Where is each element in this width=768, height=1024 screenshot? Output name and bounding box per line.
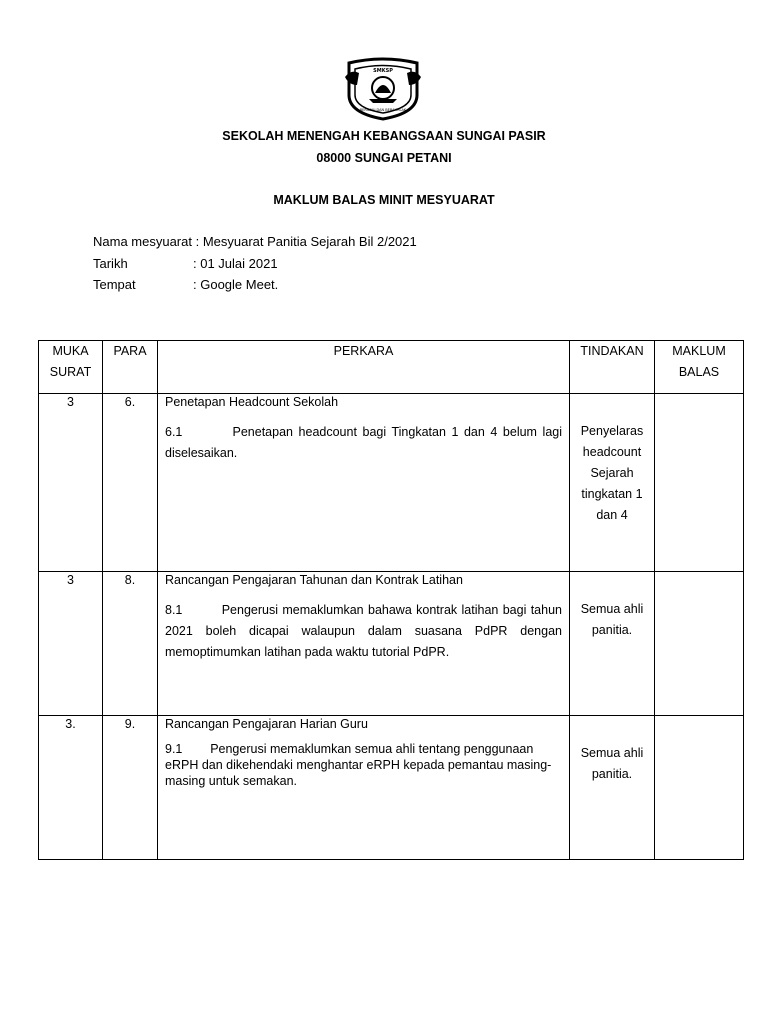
- header-maklum-balas: [655, 341, 744, 394]
- school-crest-logo: [343, 55, 423, 121]
- meeting-name-label: Nama mesyuarat: [93, 234, 192, 249]
- header-muka-label: MUKA: [52, 344, 89, 358]
- row-detail: [165, 422, 562, 464]
- row-tindakan-text: Semua ahli panitia.: [580, 746, 644, 781]
- row-tindakan-text: Penyelaras headcount Sejarah tingkatan 1 dan 4: [580, 424, 644, 522]
- row-tindakan: [570, 572, 655, 716]
- row-maklum-balas: [655, 716, 744, 860]
- meeting-place-value: : Google Meet.: [193, 277, 279, 292]
- row-tindakan: [570, 394, 655, 572]
- row-para: 9.: [103, 716, 158, 860]
- row-muka-surat: 3.: [39, 716, 103, 860]
- header-balas-label: BALAS: [678, 365, 720, 379]
- row-detail-number: 6.1: [165, 425, 183, 439]
- header-maklum-label: MAKLUM: [672, 344, 726, 358]
- row-detail: [165, 600, 562, 663]
- meeting-date-value: : 01 Julai 2021: [193, 256, 278, 271]
- row-para: 8.: [103, 572, 158, 716]
- table-row: [39, 394, 744, 572]
- meeting-place-label: Tempat: [93, 277, 136, 292]
- row-perkara: [158, 572, 570, 716]
- table-header-row: [39, 341, 744, 394]
- row-muka-surat: 3: [39, 394, 103, 572]
- meeting-date-label: Tarikh: [93, 256, 128, 271]
- svg-text:SMKSP: SMKSP: [373, 68, 393, 74]
- row-detail-text: Penetapan headcount bagi Tingkatan 1 dan 4 belum lagi diselesaikan.: [165, 425, 562, 460]
- meeting-name-value: : Mesyuarat Panitia Sejarah Bil 2/2021: [195, 234, 417, 249]
- row-detail: [165, 741, 562, 789]
- header-muka-surat: [39, 341, 103, 394]
- row-detail-number: 9.1: [165, 742, 183, 756]
- meeting-date-line: [93, 256, 278, 271]
- row-perkara: [158, 394, 570, 572]
- row-detail-text: Pengerusi memaklumkan bahawa kontrak latihan bagi tahun 2021 boleh dicapai walaupun dalam suasana PdPR dengan memoptimumkan latihan pada waktu tutorial PdPR.: [165, 603, 562, 659]
- row-maklum-balas: [655, 572, 744, 716]
- row-detail-number: 8.1: [165, 603, 183, 617]
- row-perkara: [158, 716, 570, 860]
- row-topic: Penetapan Headcount Sekolah: [165, 395, 339, 409]
- row-topic: Rancangan Pengajaran Tahunan dan Kontrak Latihan: [165, 573, 463, 587]
- row-maklum-balas: [655, 394, 744, 572]
- row-para: 6.: [103, 394, 158, 572]
- header-para: PARA: [103, 341, 158, 394]
- document-title: MAKLUM BALAS MINIT MESYUARAT: [273, 193, 495, 207]
- row-detail-text: Pengerusi memaklumkan semua ahli tentang penggunaan eRPH dan dikehendaki menghantar eRPH kepada pemantau masing- masing untuk semakan.: [165, 742, 552, 788]
- row-tindakan-text: Semua ahli panitia.: [580, 602, 644, 637]
- school-address: 08000 SUNGAI PETANI: [316, 151, 452, 165]
- table-row: [39, 572, 744, 716]
- minutes-table: [38, 340, 744, 860]
- meeting-name-line: [93, 234, 417, 249]
- row-muka-surat: 3: [39, 572, 103, 716]
- svg-text:BERILMU DAN BERAKHLAK: BERILMU DAN BERAKHLAK: [359, 108, 407, 112]
- meeting-place-line: [93, 277, 278, 292]
- header-surat-label: SURAT: [49, 365, 92, 379]
- table-row: [39, 716, 744, 860]
- school-name: SEKOLAH MENENGAH KEBANGSAAN SUNGAI PASIR: [222, 129, 546, 143]
- row-tindakan: [570, 716, 655, 860]
- header-tindakan: TINDAKAN: [570, 341, 655, 394]
- header-perkara: PERKARA: [158, 341, 570, 394]
- row-topic: Rancangan Pengajaran Harian Guru: [165, 717, 368, 731]
